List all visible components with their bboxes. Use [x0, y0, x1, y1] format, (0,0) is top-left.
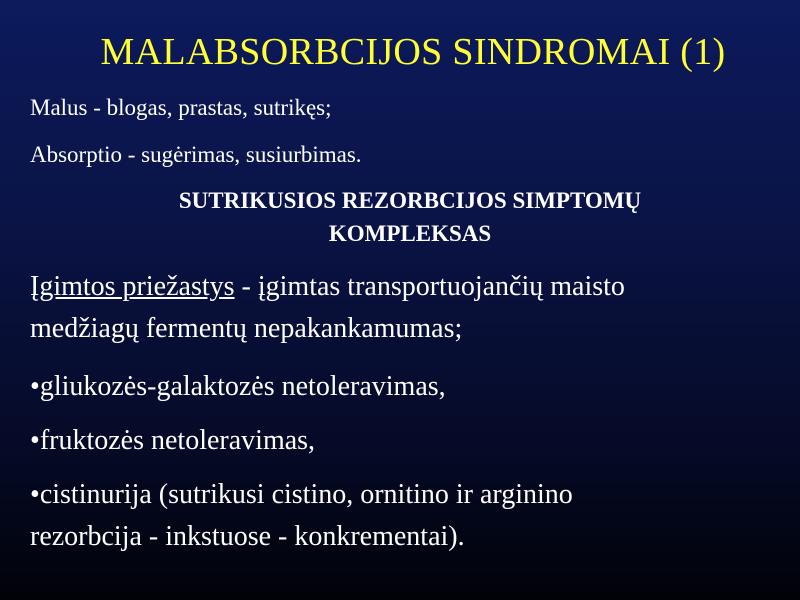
congenital-causes-paragraph — [30, 266, 795, 350]
intro-line-1 — [30, 266, 795, 308]
subheading-line-2: KOMPLEKSAS — [328, 221, 492, 246]
definition-absorptio: Absorptio - sugėrimas, susiurbimas. — [30, 142, 362, 167]
list-item — [30, 420, 795, 462]
bullet-icon: • — [30, 479, 40, 510]
definition-malus: Malus - blogas, prastas, sutrikęs; — [30, 95, 332, 120]
list-item — [30, 366, 795, 408]
list-item-text: gliukozės-galaktozės netoleravimas, — [39, 371, 446, 402]
list-item-text: cistinurija (sutrikusi cistino, ornitino ir arginino — [39, 479, 573, 510]
intro-line-2: medžiagų fermentų nepakankamumas; — [30, 313, 463, 344]
bullet-icon: • — [30, 425, 40, 456]
list-item — [30, 474, 795, 558]
list-item-line-2: rezorbcija - inkstuose - konkrementai). — [30, 521, 465, 552]
list-item-line-1 — [30, 474, 795, 516]
intro-text-1: - įgimtas transportuojančių maisto — [234, 271, 625, 302]
bullet-icon: • — [30, 371, 40, 402]
slide-title: MALABSORBCIJOS SINDROMAI (1) — [100, 31, 726, 73]
list-item-text: fruktozės netoleravimas, — [39, 425, 316, 456]
subheading — [0, 184, 800, 250]
congenital-causes-term: Įgimtos priežastys — [30, 271, 235, 302]
subheading-line-1: SUTRIKUSIOS REZORBCIJOS SIMPTOMŲ — [178, 188, 642, 213]
